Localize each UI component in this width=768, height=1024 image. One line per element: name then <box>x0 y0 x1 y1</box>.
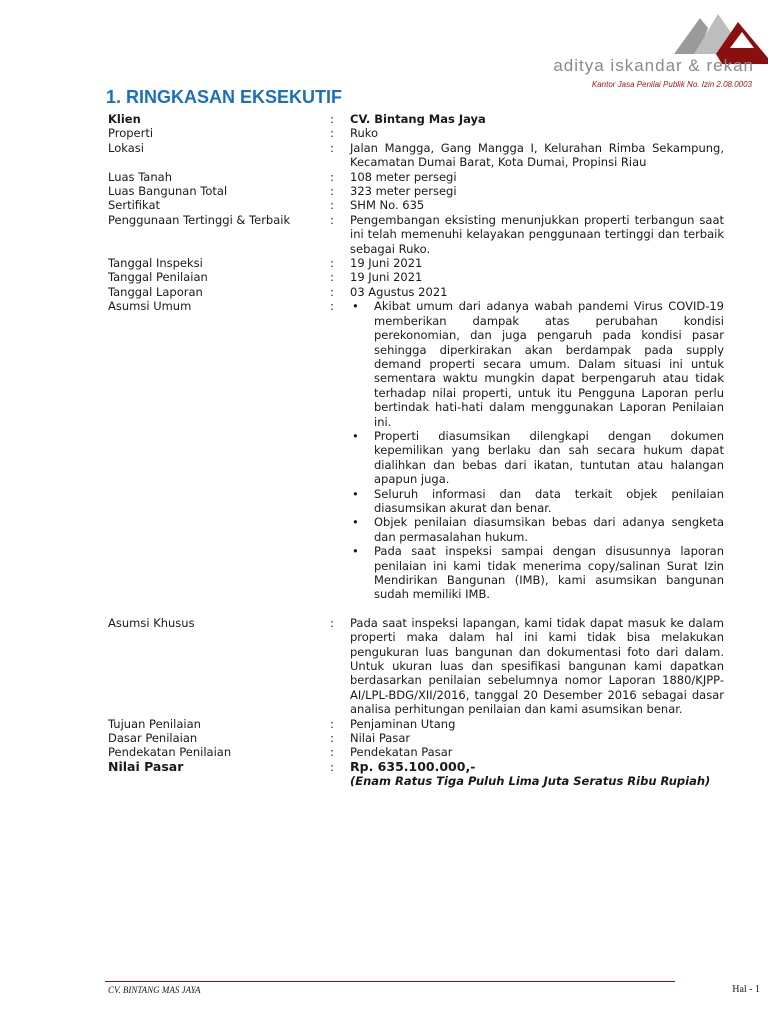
row-luas-bangunan <box>108 184 724 198</box>
row-tanggal-laporan <box>108 285 724 299</box>
row-pendekatan-penilaian <box>108 745 724 759</box>
bullet-icon: • <box>352 544 359 559</box>
bullet-icon: • <box>352 515 359 530</box>
list-item <box>350 429 724 487</box>
value-luas-bangunan: 323 meter persegi <box>350 184 457 199</box>
label-lokasi: Lokasi <box>108 140 144 155</box>
value-pendekatan-penilaian: Pendekatan Pasar <box>350 745 453 760</box>
value-klien: CV. Bintang Mas Jaya <box>350 112 486 126</box>
row-klien <box>108 112 724 126</box>
label-asumsi-umum: Asumsi Umum <box>108 299 192 314</box>
colon: : <box>330 716 334 731</box>
list-item-text: Seluruh informasi dan data terkait objek penilaian diasumsikan akurat dan benar. <box>374 486 724 515</box>
list-item <box>350 299 724 429</box>
colon: : <box>330 731 334 746</box>
value-asumsi-khusus: Pada saat inspeksi lapangan, kami tidak dapat masuk ke dalam properti maka dalam hal ini kami tidak bisa melakukan pengukuran luas bangunan dan dokumentasi foto dari dalam. Untuk ukuran luas dan spesifikasi bangunan kami dapatkan berdasarkan penilaian sebelumnya nomor Laporan 1880/KJPP-AI/LPL-BDG/XII/2016, tanggal 20 Desember 2016 sebagai dasar analisa perhitungan penilaian dan kami asumsikan benar. <box>350 615 724 717</box>
firm-license: Kantor Jasa Penilai Publik No. Izin 2.08.0003 <box>591 80 752 89</box>
row-luas-tanah <box>108 170 724 184</box>
bullet-icon: • <box>352 486 359 501</box>
value-luas-tanah: 108 meter persegi <box>350 169 457 184</box>
colon: : <box>330 212 334 227</box>
label-luas-bangunan: Luas Bangunan Total <box>108 184 228 199</box>
colon: : <box>330 615 334 630</box>
colon: : <box>330 169 334 184</box>
value-nilai-pasar-cell <box>350 760 724 789</box>
bullet-icon: • <box>352 428 359 443</box>
value-properti: Ruko <box>350 126 379 141</box>
colon: : <box>330 140 334 155</box>
asumsi-umum-list-cell <box>350 299 724 616</box>
value-tanggal-inspeksi: 19 Juni 2021 <box>350 256 423 271</box>
label-tanggal-inspeksi: Tanggal Inspeksi <box>108 256 203 271</box>
firm-name: aditya iskandar & rekan <box>553 56 754 75</box>
value-tujuan-penilaian: Penjaminan Utang <box>350 716 456 731</box>
label-penggunaan: Penggunaan Tertinggi & Terbaik <box>108 212 291 227</box>
list-item <box>350 515 724 544</box>
section-title: 1. RINGKASAN EKSEKUTIF <box>106 87 343 107</box>
list-item <box>350 487 724 516</box>
footer-company: CV. BINTANG MAS JAYA <box>108 985 201 995</box>
label-dasar-penilaian: Dasar Penilaian <box>108 731 198 746</box>
label-properti: Properti <box>108 126 154 141</box>
label-asumsi-khusus: Asumsi Khusus <box>108 615 195 630</box>
colon: : <box>330 284 334 299</box>
value-tanggal-penilaian: 19 Juni 2021 <box>350 270 423 285</box>
label-tanggal-laporan: Tanggal Laporan <box>108 284 203 299</box>
list-item-text: Objek penilaian diasumsikan bebas dari adanya sengketa dan permasalahan hukum. <box>374 515 724 544</box>
label-tanggal-penilaian: Tanggal Penilaian <box>108 270 208 285</box>
list-item-text: Properti diasumsikan dilengkapi dengan dokumen kepemilikan yang berlaku dan sah secara hukum dapat dialihkan dan bebas dari ikatan, tuntutan atau halangan apapun juga. <box>374 428 724 487</box>
label-pendekatan-penilaian: Pendekatan Penilaian <box>108 745 232 760</box>
value-nilai-pasar-words: (Enam Ratus Tiga Puluh Lima Juta Seratus Ribu Rupiah) <box>350 774 711 789</box>
firm-logo <box>540 8 768 98</box>
colon: : <box>330 198 334 213</box>
executive-summary-table <box>108 112 724 789</box>
row-tanggal-inspeksi <box>108 256 724 270</box>
row-lokasi <box>108 141 724 170</box>
value-penggunaan: Pengembangan eksisting menunjukkan properti terbangun saat ini telah memenuhi kelayakan penggunaan tertinggi dan terbaik sebagai Ruko. <box>350 212 724 256</box>
row-asumsi-khusus <box>108 616 724 717</box>
colon: : <box>330 112 334 126</box>
list-item <box>350 544 724 602</box>
label-tujuan-penilaian: Tujuan Penilaian <box>108 716 201 731</box>
row-tanggal-penilaian <box>108 270 724 284</box>
colon: : <box>330 759 334 774</box>
colon: : <box>330 299 334 314</box>
label-nilai-pasar: Nilai Pasar <box>108 758 184 774</box>
value-tanggal-laporan: 03 Agustus 2021 <box>350 284 448 299</box>
asumsi-umum-list <box>350 299 724 602</box>
value-sertifikat: SHM No. 635 <box>350 198 425 213</box>
row-asumsi-umum <box>108 299 724 616</box>
page-number: Hal - 1 <box>732 984 760 995</box>
row-tujuan-penilaian <box>108 717 724 731</box>
colon: : <box>330 184 334 199</box>
row-dasar-penilaian <box>108 731 724 745</box>
label-sertifikat: Sertifikat <box>108 198 161 213</box>
colon: : <box>330 270 334 285</box>
row-nilai-pasar <box>108 760 724 789</box>
list-item-text: Akibat umum dari adanya wabah pandemi Virus COVID-19 memberikan dampak atas perubahan kondisi perekonomian, dan juga pengaruh pada kondisi pasar sehingga diperkirakan akan berdampak pada supply demand properti secara umum. Dalam situasi ini untuk sementara waktu mungkin dapat berpengaruh atau tidak terhadap nilai properti, untuk itu Pengguna Laporan perlu bertindak hati-hati dalam menggunakan Laporan Penilaian ini. <box>374 299 724 429</box>
value-lokasi: Jalan Mangga, Gang Mangga I, Kelurahan Rimba Sekampung, Kecamatan Dumai Barat, Kota Dumai, Propinsi Riau <box>350 140 724 170</box>
value-dasar-penilaian: Nilai Pasar <box>350 731 411 746</box>
label-luas-tanah: Luas Tanah <box>108 169 172 184</box>
row-sertifikat <box>108 198 724 212</box>
row-penggunaan <box>108 213 724 256</box>
label-klien: Klien <box>108 112 141 126</box>
row-properti <box>108 126 724 140</box>
colon: : <box>330 256 334 271</box>
bullet-icon: • <box>352 299 359 314</box>
list-item-text: Pada saat inspeksi sampai dengan disusunnya laporan penilaian ini kami tidak menerima copy/salinan Surat Izin Mendirikan Bangunan (IMB), kami asumsikan bangunan sudah memiliki IMB. <box>374 544 724 602</box>
value-nilai-pasar: Rp. 635.100.000,- <box>350 758 476 774</box>
colon: : <box>330 126 334 141</box>
footer-divider <box>105 981 675 982</box>
colon: : <box>330 745 334 760</box>
